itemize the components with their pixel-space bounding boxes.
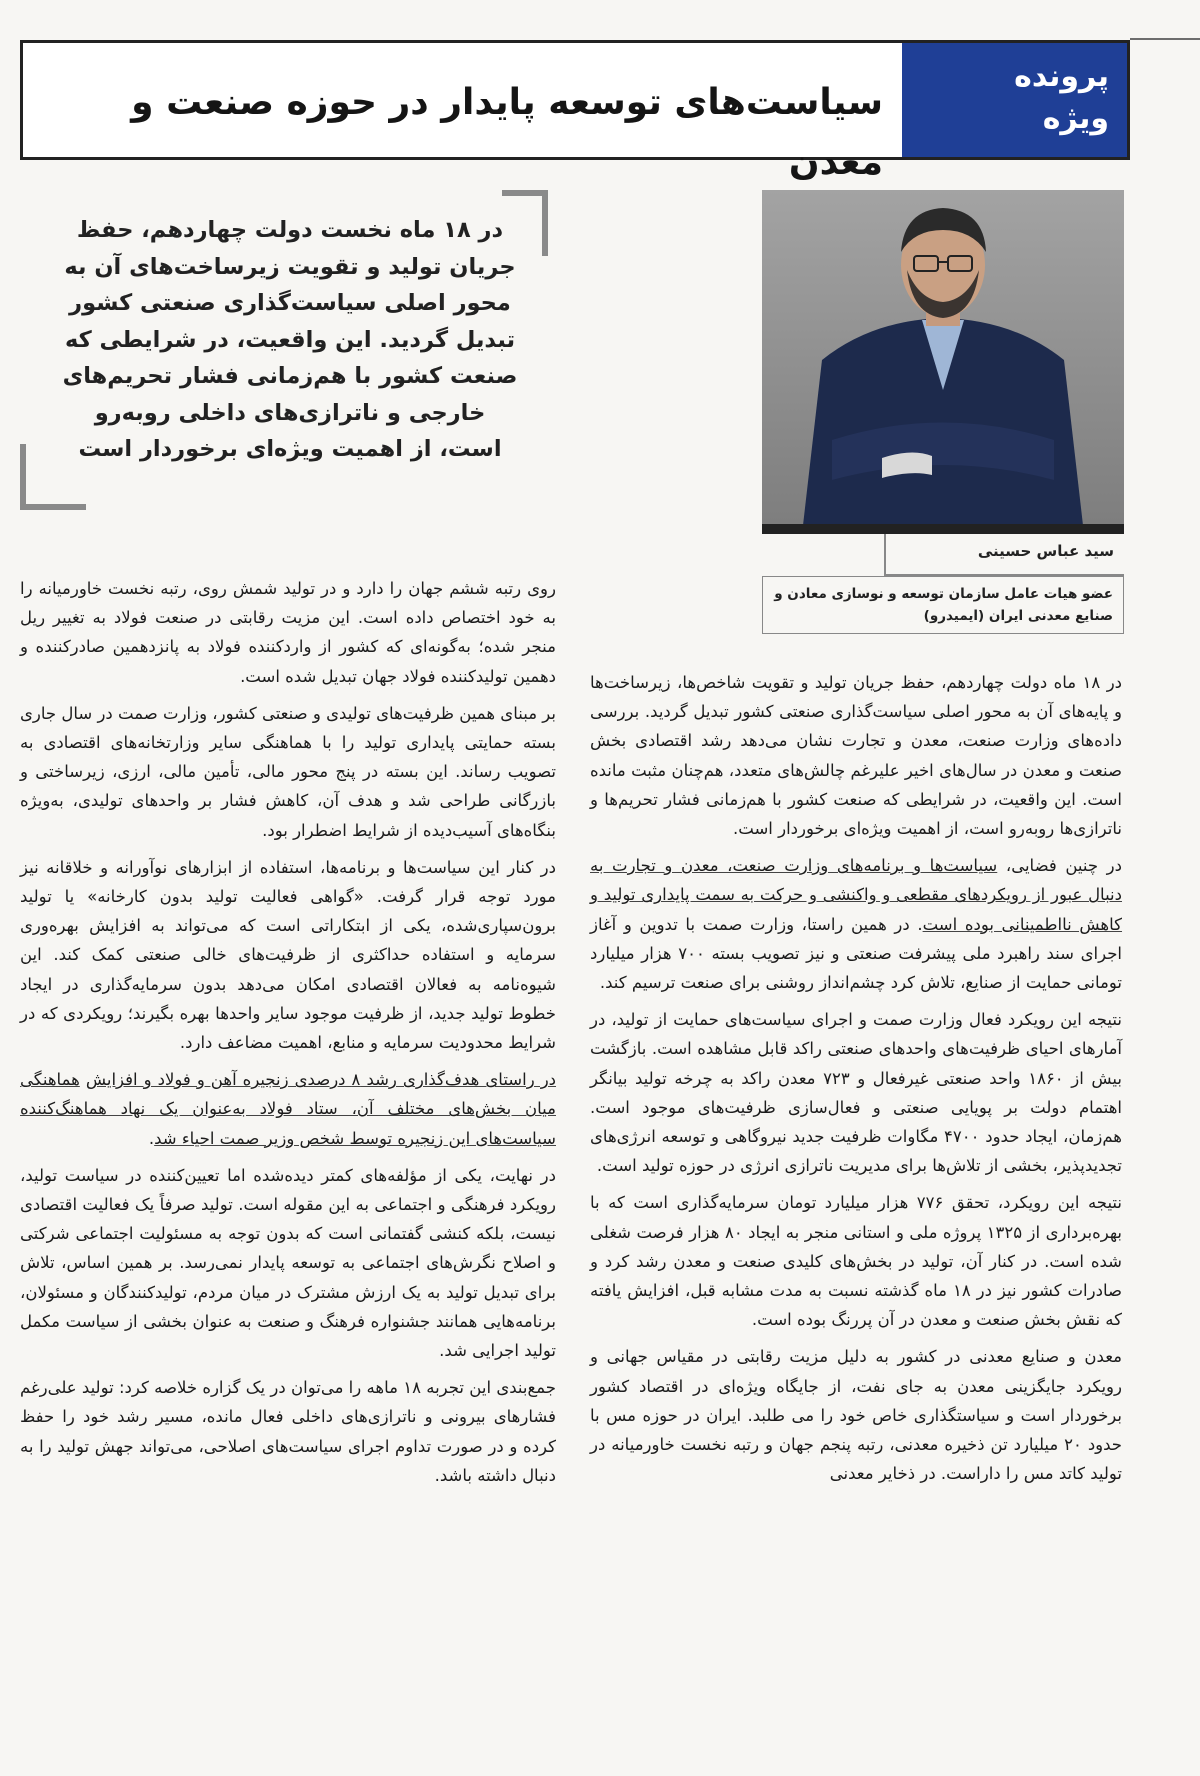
paragraph: بر مبنای همین ظرفیت‌های تولیدی و صنعتی کشور، وزارت صمت در سال جاری بسته حمایتی پایداری تولید را با هماهنگی سایر وزارتخانه‌های اقتصادی به تصویب رساند. این بسته در پنج محور مالی، تأمین مالی، ارزی، زیرساختی و بازرگانی طراحی شد و هدف آن، کاهش فشار بر واحدهای تولیدی، به‌ویژه بنگاه‌های آسیب‌دیده از شرایط اضطرار بود.	[20, 703, 556, 840]
paragraph: نتیجه این رویکرد، تحقق ۷۷۶ هزار میلیارد تومان سرمایه‌گذاری است که با بهره‌برداری از ۱۳۲۵ پروژه ملی و استانی منجر به ایجاد ۸۰ هزار فرصت شغلی شده است. در کنار آن، تولید در بخش‌های کلیدی صنعت و معدن رشد کرد و صادرات کشور نیز در ۱۸ ماه گذشته نسبت به مدت مشابه قبل، افزایش یافته که نقش بخش صنعت و معدن در آن پررنگ بوده است.	[590, 1193, 1123, 1330]
paragraph: نتیجه این رویکرد فعال وزارت صمت و اجرای سیاست‌های حمایت از تولید، در آمارهای احیای ظرفیت‌های واحدهای صنعتی راکد قابل مشاهده است. بازگشت بیش از ۱۸۶۰ واحد صنعتی غیرفعال و ۷۲۳ معدن راکد به چرخه تولید بیانگر اهتمام دولت بر پویایی صنعتی و فعال‌سازی ظرفیت‌های موجود است. هم‌زمان، ایجاد حدود ۴۷۰۰ مگاوات ظرفیت جدید نیروگاهی و توسعه انرژی‌های تجدیدپذیر، بخشی از تلاش‌ها برای مدیریت ناترازی انرژی در حوزه تولید است.	[590, 1010, 1123, 1176]
pull-quote	[20, 190, 548, 510]
article-title: سیاست‌های توسعه پایدار در حوزه صنعت و معدن	[131, 82, 883, 183]
paragraph: جمع‌بندی این تجربه ۱۸ ماهه را می‌توان در یک گزاره خلاصه کرد: تولید علی‌رغم فشارهای بیرونی و ناترازی‌های داخلی فعال مانده، مسیر رشد خود را حفظ کرده و در صورت تداوم اجرای سیاست‌های اصلاحی، می‌تواند جهش تولید را به دنبال داشته باشد.	[20, 1378, 556, 1485]
underlined-text: هماهنگی میان بخش‌های مختلف آن، ستاد فولاد به‌عنوان یک نهاد هماهنگ‌کننده سیاست‌های این زنجیره توسط شخص وزیر صمت احیاء شد	[20, 1070, 556, 1148]
author-name: سید عباس حسینی	[977, 542, 1114, 560]
special-file-label-line2: ویژه	[1042, 101, 1109, 136]
caption-role-box	[762, 576, 1124, 634]
author-role: عضو هیات عامل سازمان توسعه و نوسازی معادن و صنایع معدنی ایران (ایمیدرو)	[774, 586, 1113, 624]
article-header	[20, 40, 1130, 183]
caption-name-box	[884, 534, 1124, 576]
paragraph-text: در چنین فضایی،	[997, 856, 1122, 876]
author-portrait-illustration	[762, 190, 1124, 534]
paragraph-text: . در همین راستا، وزارت صمت با تدوین و آغاز اجرای سند راهبرد ملی پیشرفت صنعتی و نیز تصویب بسته ۷۰۰ هزار میلیارد تومانی حمایت از صنایع، تلاش کرد چشم‌انداز روشنی برای صنعت ترسیم کند.	[590, 914, 1123, 993]
top-rule	[1130, 38, 1200, 40]
photo-bottom-bar	[762, 524, 1124, 534]
pull-quote-text: در ۱۸ ماه نخست دولت چهاردهم، حفظ جریان تولید و تقویت زیرساخت‌های آن به محور اصلی سیاست‌گذاری صنعتی کشور تبدیل گردید. این واقعیت، در شرایطی که صنعت کشور با هم‌زمانی فشار تحریم‌های خارجی و ناترازی‌های داخلی روبه‌رو است، از اهمیت ویژه‌ای برخوردار است	[62, 217, 518, 462]
paragraph: در کنار این سیاست‌ها و برنامه‌ها، استفاده از ابزارهای نوآورانه و خلاقانه نیز مورد توجه قرار گرفت. «گواهی فعالیت تولید بدون کارخانه» یا تولید برون‌سپاری‌شده، یکی از ابتکاراتی است که می‌تواند به افزایش بهره‌وری سرمایه و استفاده حداکثری از ظرفیت‌های خالی صنعتی کمک کند. این شیوه‌نامه به فعالان اقتصادی امکان می‌دهد بدون سرمایه‌گذاری در ایجاد خطوط تولید جدید، از ظرفیت موجود سایر واحدها بهره بگیرند؛ رویکردی که در شرایط محدودیت سرمایه و منابع، اهمیت مضاعف دارد.	[20, 857, 556, 1053]
special-file-label	[902, 43, 1127, 157]
underlined-text: سیاست‌ها و برنامه‌های وزارت صنعت، معدن و تجارت به دنبال عبور از رویکردهای مقطعی و واکنشی و حرکت به سمت پایداری تولید و کاهش نااطمینانی بوده است	[590, 856, 1123, 934]
author-photo	[762, 190, 1124, 534]
paragraph: معدن و صنایع معدنی در کشور به دلیل مزیت رقابتی در مقیاس جهانی و رویکرد جایگزینی معدن به جای نفت، از جایگاه ویژه‌ای در اقتصاد کشور برخوردار است و سیاستگذاری خاص خود را می طلبد. ایران در حوزه مس با حدود ۲۰ میلیارد تن ذخیره معدنی، رتبه پنجم جهان و رتبه نخست خاورمیانه در تولید کاتد مس را داراست. در ذخایر معدنی	[590, 1347, 1122, 1484]
paragraph	[20, 1065, 556, 1153]
paragraph: در نهایت، یکی از مؤلفه‌های کمتر دیده‌شده اما تعیین‌کننده در سیاست تولید، رویکرد فرهنگی و اجتماعی به این مقوله است. تولید صرفاً یک فعالیت اقتصادی نیست، بلکه کنشی گفتمانی است که بدون توجه به مسئولیت اجتماعی شرکتی و اصلاح نگرش‌های اجتماعی به توسعه پایدار نمی‌رسد. بر همین اساس، تلاش برای تبدیل تولید به یک ارزش مشترک در میان مردم، تولیدکنندگان و مسئولان، برنامه‌هایی همانند جشنواره فرهنگ و صنعت به عنوان بخشی از سیاست مکمل تولید اجرایی شد.	[20, 1165, 556, 1361]
article-column-right	[590, 668, 1122, 1496]
paragraph: در ۱۸ ماه دولت چهاردهم، حفظ جریان تولید و تقویت شاخص‌ها، زیرساخت‌ها و پایه‌های آن به محور اصلی سیاست‌گذاری صنعتی کشور تبدیل گردید. بررسی داده‌های وزارت صنعت، معدن و تجارت نشان می‌دهد رشد اقتصادی بخش صنعت و معدن در سال‌های اخیر علیرغم چالش‌های متعدد، هم‌چنان مثبت مانده است. این واقعیت، در شرایطی که صنعت کشور با هم‌زمانی فشار تحریم‌ها و ناترازی‌ها روبه‌رو است، از اهمیت ویژه‌ای برخوردار است.	[590, 673, 1123, 839]
paragraph: روی رتبه ششم جهان را دارد و در تولید شمش روی، رتبه نخست خاورمیانه را به خود اختصاص داده است. این مزیت رقابتی در صنعت فولاد به تغییر ریل منجر شده؛ به‌گونه‌ای که کشور از واردکننده فولاد به پانزدهمین صادرکننده و دهمین تولیدکننده فولاد جهان تبدیل شده است.	[20, 579, 556, 686]
paragraph	[590, 851, 1122, 997]
paragraph-text: .	[148, 1128, 155, 1148]
underlined-text: در راستای هدف‌گذاری رشد ۸ درصدی زنجیره آهن و فولاد و افزایش	[85, 1070, 557, 1090]
article-column-left	[20, 574, 556, 1498]
special-file-label-line1: پرونده	[1014, 59, 1109, 94]
